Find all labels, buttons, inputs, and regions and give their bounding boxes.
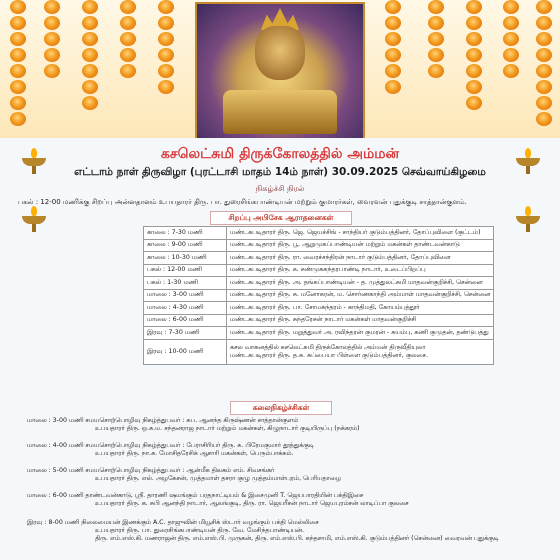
- table-row: [144, 239, 494, 252]
- table-row: [144, 302, 494, 315]
- list-item: [27, 467, 341, 483]
- festival-banner: [0, 0, 560, 138]
- garland-icon: [120, 0, 136, 80]
- sponsor-cell: மண்டகபடிதாரர் திரு. பா. சோமசுந்தரம் - காந்திமதி, கோயம்புத்தூர்: [227, 302, 494, 315]
- event-line: மாலை : 5-00 மணி சமயசொற்பொழிவு நிகழ்த்துபவர் : ஆன்மீக திலகம் எம். சிவசங்கர்: [27, 467, 275, 474]
- event-sponsor-line: உபயதாரர் திரு. ஒ.சு.ம. சந்தனராஜ நாடார் மற்றும் மகன்கள், கிழுநாடார் குடியிருப்பு (நக்கரம்): [95, 425, 360, 432]
- time-cell: காலை : 9-00 மணி: [144, 239, 227, 252]
- sponsor-cell: மண்டகபடிதாரர் திரு. க. சண்முகசுந்தரபாண்டி நாடார், உடைப்பிறப்பு: [227, 264, 494, 277]
- time-cell: இரவு : 10-00 மணி: [144, 339, 227, 364]
- oil-lamp-icon: [516, 206, 540, 232]
- list-item: [27, 417, 360, 433]
- garland-icon: [466, 0, 482, 112]
- garland-icon: [44, 0, 60, 80]
- garland-icon: [385, 0, 401, 96]
- time-cell: பகல் : 1-30 மணி: [144, 277, 227, 290]
- sponsor-cell: மண்டகபடிதாரர் திரு. அ. தங்கப்பாண்டியன் - த. முத்துலட்சுமி மாதவன்குறிச்சி, சென்னை: [227, 277, 494, 290]
- garland-icon: [503, 0, 519, 80]
- time-cell: காலை : 10-30 மணி: [144, 252, 227, 265]
- schedule-label: நிகழ்ச்சி நிரல்: [255, 184, 305, 193]
- garland-icon: [158, 0, 174, 96]
- event-sponsor-line: உபயதாரர் திரு. க. சுபி ஆனந்தி நாடார், ஆலங்குடி, திரு. ரா. ஜெயரீசன் நாடார் ஜெயபுரம்சன் லாடிப்பா குலசை: [95, 500, 409, 507]
- table-row: [144, 339, 494, 364]
- event-sponsor-line: உபயதாரர் திரு. நா.சு. மோசிதரேசிக் ஆசாரி மகன்கள், பெரும்பாக்கம்.: [95, 450, 294, 457]
- event-sponsor-line: திரு. எம்.எஸ்.கி. மணராஜன் திரு. எம்.எஸ்.பி. முருகன், திரு. எம்.எஸ்.பி. கந்தசாமி, எம்.எஸ்.கி. குடும்பத்தினர் (சென்னை) வைரவன் புதுக்குடி: [95, 535, 499, 542]
- list-item: [27, 442, 314, 458]
- table-row: [144, 314, 494, 327]
- table-row: [144, 227, 494, 240]
- time-cell: இரவு : 7-30 மணி: [144, 327, 227, 340]
- time-cell: மாலை : 6-00 மணி: [144, 314, 227, 327]
- oil-lamp-icon: [22, 206, 46, 232]
- time-cell: மாலை : 3-00 மணி: [144, 289, 227, 302]
- event-line: மாலை : 3-00 மணி சமயசொற்பொழிவு நிகழ்த்துபவர் : சுப. ஆனந்த கிருஷ்ணன் சாத்தான்குளம்: [27, 417, 299, 424]
- time-cell: மாலை : 4-30 மணி: [144, 302, 227, 315]
- event-sponsor-line: உபயதாரர் திரு. பா. துரைசிங்கபாண்டியன் திரு. வே. மேசிந்தபாண்டியன்.: [95, 527, 304, 534]
- sponsor-cell: மண்டகபடிதாரர் திரு. மறுத்துவர் அ. ரவிந்தரன் குமரன் - சுயம்பு, கணி குமுதன், தண்டுபத்து: [227, 327, 494, 340]
- sponsor-cell: மண்டகபடிதாரர் திரு. ஜெ. ஜெயச்சிங் - சாந்தியர் குடும்பத்தினர், தோப்புவிளை (குட்டம்): [227, 227, 494, 240]
- table-row: [144, 327, 494, 340]
- garland-icon: [536, 0, 552, 128]
- sponsor-cell: மண்டகபடிதாரர் திரு. சுந்தரேசன் நாடார் மகன்கள் மாதவன்குறிச்சி: [227, 314, 494, 327]
- garland-icon: [82, 0, 98, 112]
- list-item: [27, 492, 409, 508]
- procession-sponsor-line: மண்டகபடிதாரர் திரு. த.சு. சுப்பையா பிள்ளை குடும்பத்தினர், குலசை.: [230, 351, 428, 359]
- garland-icon: [10, 0, 26, 128]
- procession-line: கசல வாகனத்தில் கசலெட்சுமி திருக்கோலத்தில் அம்மன் திருவீதியுலா: [230, 343, 426, 351]
- sponsor-cell: [227, 339, 494, 364]
- event-line: இரவு : 8-00 மணி நிலைமையன் இணக்கும் A.C. தாஜுவின் மியூசிக் ஸ்டார் வழங்கும் பக்தி மெல்லிசை: [27, 519, 319, 526]
- event-sponsor-line: உபயதாரர் திரு. எல். அழகேசன், முத்தமாள் தசரா குழு முத்தம்மாள்புரம், பெரியதாழை: [95, 475, 341, 482]
- sponsor-cell: மண்டகபடிதாரர் திரு. ரா. வைரச்சந்திரன் நாடார் குடும்பத்தினர், தோப்புவிளை: [227, 252, 494, 265]
- table-row: [144, 264, 494, 277]
- table-row: [144, 277, 494, 290]
- event-line: மாலை : 4-00 மணி சமயசொற்பொழிவு நிகழ்த்துபவர் : பேராசிரியர் திரு. க. பிரேமகுமார் தூத்துக்குடி: [27, 442, 314, 449]
- garland-icon: [428, 0, 444, 80]
- sponsor-cell: மண்டகபடிதாரர் திரு. சு. மனோகரன், ம. சொர்ணகாந்தி அம்மாள் மாதவன்குறிச்சி, சென்னை: [227, 289, 494, 302]
- cultural-heading: கலைநிகழ்ச்சிகள்: [230, 401, 332, 415]
- time-cell: பகல் : 12-00 மணி: [144, 264, 227, 277]
- festival-date-line: எட்டாம் நாள் திருவிழா (புரட்டாசி மாதம் 14ம் நாள்) 30.09.2025 செவ்வாய்கிழமை: [74, 166, 486, 178]
- table-row: [144, 289, 494, 302]
- time-cell: காலை : 7-30 மணி: [144, 227, 227, 240]
- list-item: [27, 519, 499, 543]
- event-line: மாலை : 6-00 மணி தாண்டவன்காடு, ஸ்ரீ. தாரணி ஷமங்கும் பரதநாட்டியம் & இசைமுனி T. ஜெயபாரதியின் பக்திஇசை: [27, 492, 364, 499]
- sponsor-cell: மண்டகபடிதாரர் திரு. பூ. ஆறுமுகப்பாண்டியன் மற்றும் மகன்கள் தாண்டவன்காடு: [227, 239, 494, 252]
- page-title: கசலெட்சுமி திருக்கோலத்தில் அம்மன்: [160, 146, 400, 162]
- annadhanam-line: பகல் : 12-00 மணிக்கு சிறப்பு அன்னதானம் உபயதாரர் திரு. பா. துரைசிங்கபாண்டியன் மற்றும் குமாரர்கள், வைரவன் புதுக்குடி சாத்தான்குளம்.: [18, 198, 467, 206]
- pooja-schedule-table: [143, 226, 494, 365]
- special-pooja-heading: சிறப்பு அபிசேக ஆராதனைகள்: [210, 211, 352, 225]
- deity-idol-image: [195, 2, 365, 138]
- table-row: [144, 252, 494, 265]
